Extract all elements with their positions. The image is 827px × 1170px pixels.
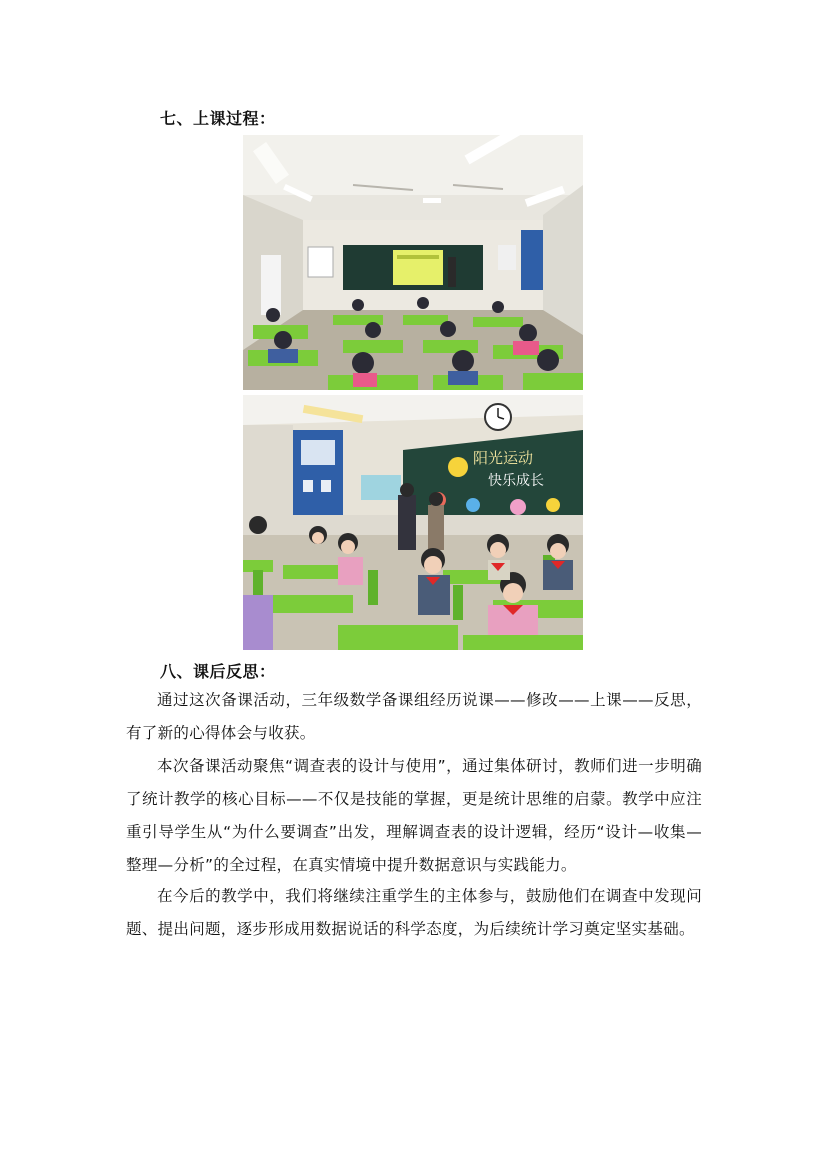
classroom-lesson-photo-students bbox=[243, 395, 583, 650]
classroom-photo-1-image bbox=[243, 135, 583, 390]
blackboard-text-2: 快乐成长 bbox=[488, 473, 544, 489]
reflection-paragraph-2: 本次备课活动聚焦“调查表的设计与使用”，通过集体研讨，教师们进一步明确了统计教学的核心目标——不仅是技能的掌握，更是统计思维的启蒙。教学中应注重引导学生从“为什么要调查”出发，理解调查表的设计逻辑，经历“设计—收集—整理—分析”的全过程，在真实情境中提升数据意识与实践能力。 bbox=[126, 757, 702, 874]
section-heading-post-class-reflection: 八、课后反思： bbox=[160, 662, 276, 681]
classroom-lesson-photo-front bbox=[243, 135, 583, 390]
classroom-photo-2-image bbox=[243, 395, 583, 650]
section-heading-class-process: 七、上课过程： bbox=[160, 109, 276, 128]
reflection-paragraph-1: 通过这次备课活动，三年级数学备课组经历说课——修改——上课——反思，有了新的心得体会与收获。 bbox=[126, 691, 702, 742]
blackboard-text-1: 阳光运动 bbox=[473, 449, 534, 467]
reflection-paragraph-3: 在今后的教学中，我们将继续注重学生的主体参与，鼓励他们在调查中发现问题、提出问题，逐步形成用数据说话的科学态度，为后续统计学习奠定坚实基础。 bbox=[126, 887, 702, 938]
